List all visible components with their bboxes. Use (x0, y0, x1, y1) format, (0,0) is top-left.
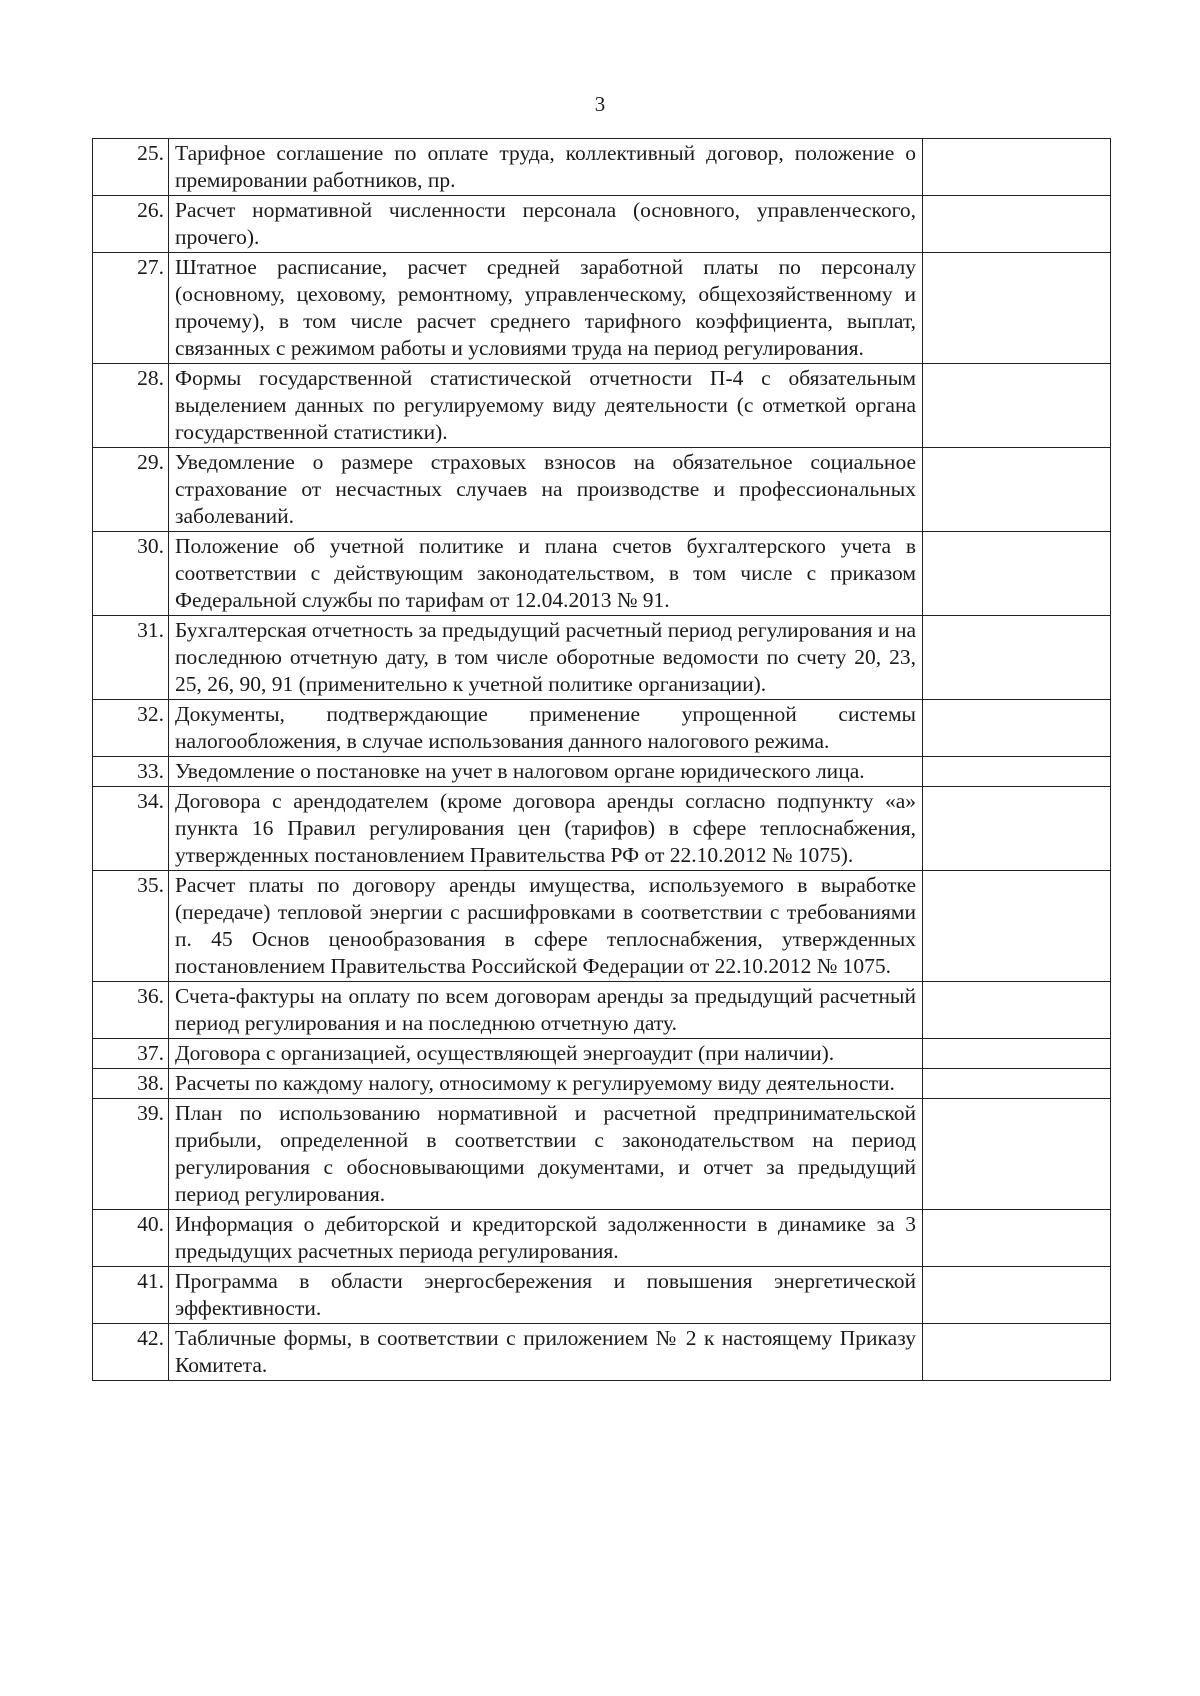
documents-table (92, 138, 1111, 1381)
table-row (93, 139, 1111, 196)
row-number: 42. (93, 1324, 169, 1381)
table-row (93, 1267, 1111, 1324)
row-number: 36. (93, 982, 169, 1039)
row-description: Уведомление о размере страховых взносов на обязательное социальное страхование от несчастных случаев на производстве и профессиональных заболеваний. (169, 448, 923, 532)
row-mark-cell (923, 757, 1111, 787)
table-row (93, 1324, 1111, 1381)
row-mark-cell (923, 1267, 1111, 1324)
row-description: Табличные формы, в соответствии с приложением № 2 к настоящему Приказу Комитета. (169, 1324, 923, 1381)
row-description: Информация о дебиторской и кредиторской задолженности в динамике за 3 предыдущих расчетных периода регулирования. (169, 1210, 923, 1267)
row-number: 37. (93, 1039, 169, 1069)
row-number: 38. (93, 1069, 169, 1099)
table-row (93, 1039, 1111, 1069)
table-row (93, 982, 1111, 1039)
table-row (93, 1099, 1111, 1210)
row-description: Штатное расписание, расчет средней заработной платы по персоналу (основному, цеховому, ремонтному, управленческому, общехозяйственному и прочему), в том числе расчет среднего тарифного коэффициента, выплат, связанных с режимом работы и условиями труда на период регулирования. (169, 253, 923, 364)
row-number: 32. (93, 700, 169, 757)
table-row (93, 757, 1111, 787)
row-mark-cell (923, 871, 1111, 982)
row-description: Договора с организацией, осуществляющей энергоаудит (при наличии). (169, 1039, 923, 1069)
row-description: Расчет платы по договору аренды имущества, используемого в выработке (передаче) тепловой энергии с расшифровками в соответствии с требованиями п. 45 Основ ценообразования в сфере теплоснабжения, утвержденных постановлением Правительства Российской Федерации от 22.10.2012 № 1075. (169, 871, 923, 982)
table-row (93, 787, 1111, 871)
row-description: Программа в области энергосбережения и повышения энергетической эффективности. (169, 1267, 923, 1324)
row-mark-cell (923, 532, 1111, 616)
table-row (93, 1210, 1111, 1267)
table-row (93, 196, 1111, 253)
row-description: План по использованию нормативной и расчетной предпринимательской прибыли, определенной в соответствии с законодательством на период регулирования с обосновывающими документами, и отчет за предыдущий период регулирования. (169, 1099, 923, 1210)
row-description: Расчеты по каждому налогу, относимому к регулируемому виду деятельности. (169, 1069, 923, 1099)
row-description: Документы, подтверждающие применение упрощенной системы налогообложения, в случае использования данного налогового режима. (169, 700, 923, 757)
row-mark-cell (923, 196, 1111, 253)
row-number: 35. (93, 871, 169, 982)
row-number: 25. (93, 139, 169, 196)
row-mark-cell (923, 448, 1111, 532)
table-row (93, 700, 1111, 757)
table-row (93, 253, 1111, 364)
row-mark-cell (923, 253, 1111, 364)
row-number: 31. (93, 616, 169, 700)
row-number: 27. (93, 253, 169, 364)
row-description: Тарифное соглашение по оплате труда, коллективный договор, положение о премировании работников, пр. (169, 139, 923, 196)
row-mark-cell (923, 700, 1111, 757)
row-number: 41. (93, 1267, 169, 1324)
row-mark-cell (923, 1039, 1111, 1069)
row-description: Бухгалтерская отчетность за предыдущий расчетный период регулирования и на последнюю отчетную дату, в том числе оборотные ведомости по счету 20, 23, 25, 26, 90, 91 (применительно к учетной политике организации). (169, 616, 923, 700)
table-row (93, 448, 1111, 532)
row-number: 39. (93, 1099, 169, 1210)
row-number: 29. (93, 448, 169, 532)
row-mark-cell (923, 787, 1111, 871)
table-row (93, 1069, 1111, 1099)
row-mark-cell (923, 364, 1111, 448)
row-number: 28. (93, 364, 169, 448)
row-description: Формы государственной статистической отчетности П-4 с обязательным выделением данных по регулируемому виду деятельности (с отметкой органа государственной статистики). (169, 364, 923, 448)
row-number: 33. (93, 757, 169, 787)
table-row (93, 616, 1111, 700)
row-description: Договора с арендодателем (кроме договора аренды согласно подпункту «а» пункта 16 Правил регулирования цен (тарифов) в сфере теплоснабжения, утвержденных постановлением Правительства РФ от 22.10.2012 № 1075). (169, 787, 923, 871)
row-mark-cell (923, 1069, 1111, 1099)
row-number: 26. (93, 196, 169, 253)
table-row (93, 532, 1111, 616)
row-mark-cell (923, 982, 1111, 1039)
page-number: 3 (594, 92, 606, 116)
table-body (93, 139, 1111, 1381)
row-description: Уведомление о постановке на учет в налоговом органе юридического лица. (169, 757, 923, 787)
row-mark-cell (923, 1210, 1111, 1267)
row-description: Расчет нормативной численности персонала (основного, управленческого, прочего). (169, 196, 923, 253)
row-number: 40. (93, 1210, 169, 1267)
row-mark-cell (923, 139, 1111, 196)
row-description: Счета-фактуры на оплату по всем договорам аренды за предыдущий расчетный период регулирования и на последнюю отчетную дату. (169, 982, 923, 1039)
row-number: 34. (93, 787, 169, 871)
row-mark-cell (923, 1099, 1111, 1210)
row-number: 30. (93, 532, 169, 616)
row-mark-cell (923, 1324, 1111, 1381)
table-row (93, 364, 1111, 448)
row-description: Положение об учетной политике и плана счетов бухгалтерского учета в соответствии с действующим законодательством, в том числе с приказом Федеральной службы по тарифам от 12.04.2013 № 91. (169, 532, 923, 616)
table-row (93, 871, 1111, 982)
row-mark-cell (923, 616, 1111, 700)
